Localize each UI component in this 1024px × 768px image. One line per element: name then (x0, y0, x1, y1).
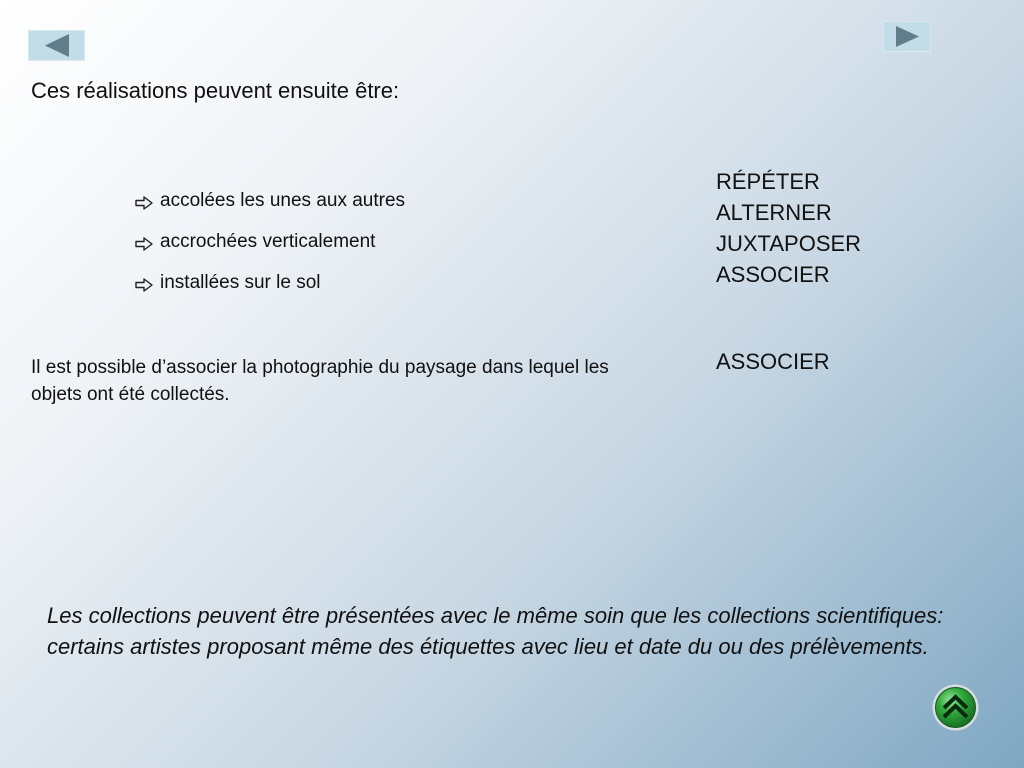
bullet-list (135, 190, 405, 313)
verb-item: RÉPÉTER (716, 169, 820, 194)
list-item (135, 190, 405, 231)
arrow-right-icon (135, 237, 153, 251)
side-verb: ASSOCIER (716, 349, 830, 374)
home-button[interactable] (931, 683, 980, 732)
verb-list (716, 166, 861, 290)
next-slide-button[interactable] (883, 21, 931, 52)
bullet-text: accrochées verticalement (160, 231, 376, 252)
bullet-text: accolées les unes aux autres (160, 190, 406, 211)
right-triangle-icon (884, 22, 930, 51)
arrow-right-icon (135, 196, 153, 210)
verb-item: ASSOCIER (716, 262, 830, 287)
arrow-right-icon (135, 278, 153, 292)
double-chevron-up-icon (931, 683, 980, 732)
slide-heading: Ces réalisations peuvent ensuite être: (31, 78, 400, 103)
verb-item: ALTERNER (716, 200, 832, 225)
list-item (135, 272, 405, 313)
verb-item: JUXTAPOSER (716, 231, 862, 256)
body-paragraph: Il est possible d’associer la photographie du paysage dans lequel les objets ont été collectés. (31, 357, 609, 405)
bullet-text: installées sur le sol (160, 272, 321, 293)
list-item (135, 231, 405, 272)
footnote-text: Les collections peuvent être présentées avec le même soin que les collections scientifiques: certains artistes proposant même des étiquettes avec lieu et date du ou des prélèvements. (47, 603, 944, 659)
previous-slide-button[interactable] (28, 30, 85, 61)
left-triangle-icon (29, 31, 84, 60)
